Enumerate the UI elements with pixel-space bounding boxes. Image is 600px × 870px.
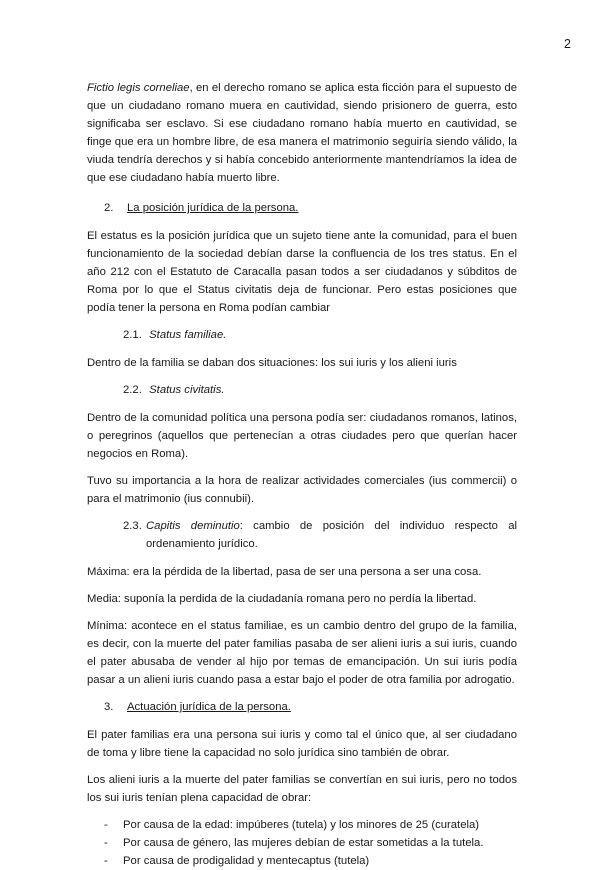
- list-item-text: Por causa de prodigalidad y mentecaptus (tutela): [123, 855, 370, 867]
- section-number: 2.: [104, 202, 114, 214]
- section-heading-3: [87, 698, 517, 716]
- subsection-title: Status familiae.: [149, 329, 227, 341]
- paragraph-fictio: [87, 79, 517, 187]
- section-title: La posición jurídica de la persona.: [127, 202, 299, 214]
- italic-term: Fictio legis corneliae: [87, 82, 190, 94]
- bullet-dash: -: [104, 855, 108, 867]
- list-item: [87, 816, 517, 834]
- subsection-number: 2.3.: [123, 520, 142, 532]
- paragraph-text: , en el derecho romano se aplica esta ficción para el supuesto de que un ciudadano romano muera en cautividad, siendo prisionero de guerra, esto significaba ser esclavo. Si ese ciudadano romano había muerto en cautividad, se finge que era un hombre libre, de esa manera el matrimonio seguiría siendo válido, la viuda tendría derechos y si había concebido anteriormente mantendríamos la idea de que ese ciudadano había muerto libre.: [87, 82, 517, 184]
- bullet-dash: -: [104, 819, 108, 831]
- section-title: Actuación jurídica de la persona.: [127, 701, 291, 713]
- paragraph-familiae: Dentro de la familia se daban dos situaciones: los sui iuris y los alieni iuris: [87, 357, 457, 369]
- list-item: [87, 852, 517, 870]
- paragraph-pater: El pater familias era una persona sui iuris y como tal el único que, al ser ciudadano de toma y libre tiene la capacidad no solo jurídica sino también de obrar.: [87, 729, 517, 759]
- list-item: [87, 834, 517, 852]
- subsection-rest: : cambio de posición del individuo respecto al ordenamiento jurídico.: [146, 520, 517, 550]
- subsection-heading-2-2: [87, 381, 517, 399]
- paragraph-alieni: Los alieni iuris a la muerte del pater familias se convertían en sui iuris, pero no todos los sui iuris tenían plena capacidad de obrar:: [87, 774, 517, 804]
- subsection-heading-2-3: [87, 517, 517, 553]
- paragraph-estatus: El estatus es la posición jurídica que un sujeto tiene ante la comunidad, para el buen funcionamiento de la sociedad debían darse la confluencia de los tres status. En el año 212 con el Estatuto de Caracalla pasan todos a ser ciudadanos y súbditos de Roma por lo que el Status civitatis deja de funcionar. Pero estas posiciones que podía tener la persona en Roma podían cambiar: [87, 230, 517, 314]
- subsection-heading-2-1: [87, 326, 517, 344]
- paragraph-minima: Mínima: acontece en el status familiae, es un cambio dentro del grupo de la familia, es decir, con la muerte del pater familias pasaba de ser alieni iuris a sui iuris, cuando el pater abusaba de vender al hijo por temas de emancipación. Un sui iuris podía pasar a un alieni iuris cuando pasa a estar bajo el poder de otra familia por adrogatio.: [87, 620, 517, 686]
- list-item-text: Por causa de género, las mujeres debían de estar sometidas a la tutela.: [123, 837, 484, 849]
- subsection-number: 2.1.: [123, 329, 142, 341]
- subsection-text: [146, 517, 517, 553]
- list-item-text: Por causa de la edad: impúberes (tutela) y los minores de 25 (curatela): [123, 819, 480, 831]
- subsection-title: Capitis deminutio: [146, 520, 240, 532]
- subsection-number: 2.2.: [123, 384, 142, 396]
- paragraph-maxima: Máxima: era la pérdida de la libertad, pasa de ser una persona a ser una cosa.: [87, 566, 482, 578]
- paragraph-media: Media: suponía la perdida de la ciudadanía romana pero no perdía la libertad.: [87, 593, 477, 605]
- subsection-title: Status civitatis.: [149, 384, 225, 396]
- section-number: 3.: [104, 701, 114, 713]
- paragraph-civitatis: Dentro de la comunidad política una persona podía ser: ciudadanos romanos, latinos, o peregrinos (aquellos que pertenecían a otras ciudades pero que querían hacer negocios en Roma).: [87, 412, 517, 460]
- document-body: [87, 79, 517, 870]
- page-number: 2: [564, 37, 571, 51]
- bullet-dash: -: [104, 837, 108, 849]
- bullet-list: [87, 816, 517, 870]
- section-heading-2: [87, 199, 517, 217]
- paragraph-importancia: Tuvo su importancia a la hora de realizar actividades comerciales (ius commercii) o para el matrimonio (ius connubii).: [87, 475, 517, 505]
